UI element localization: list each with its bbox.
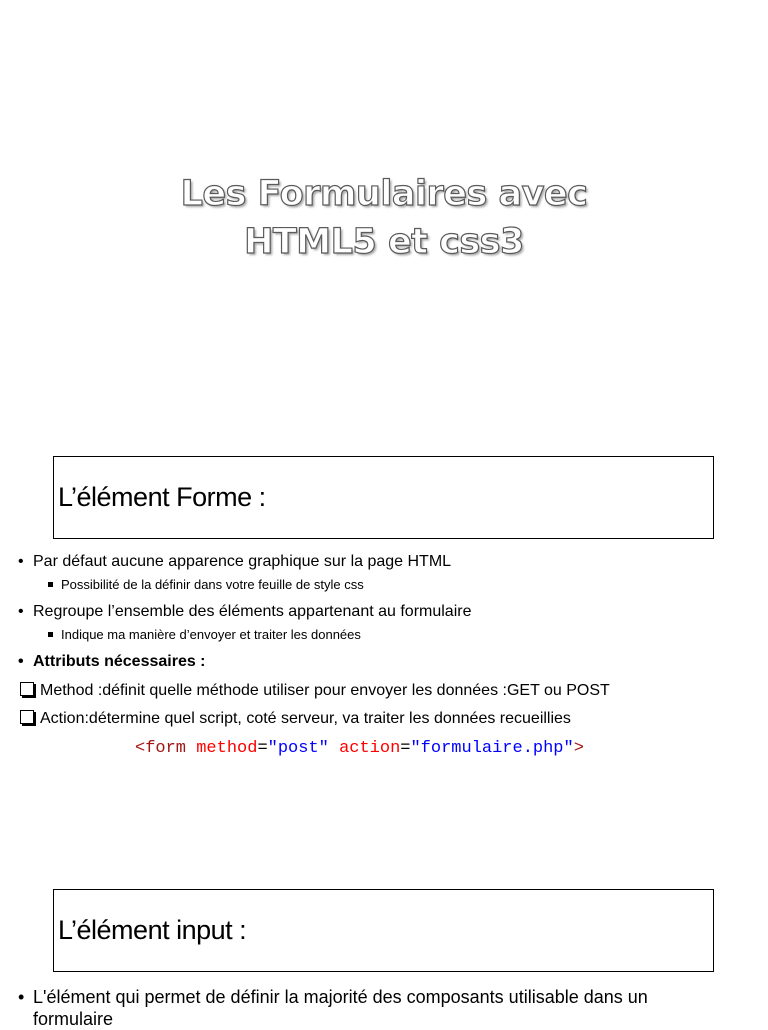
sub-bullet-item	[48, 577, 364, 593]
section-heading-input: L’élément input :	[58, 915, 247, 945]
sub-bullet-text: Possibilité de la définir dans votre feuille de style css	[61, 577, 364, 592]
square-bullet-icon	[48, 632, 53, 637]
code-tag-close: >	[573, 739, 584, 758]
presentation-title	[0, 170, 768, 266]
code-value-post: "post"	[267, 739, 329, 758]
bullet-item	[18, 552, 451, 572]
bullet-text: Regroupe l’ensemble des éléments appartenant au formulaire	[33, 603, 472, 620]
code-equals: =	[400, 739, 411, 758]
code-value-action: "formulaire.php"	[410, 739, 574, 758]
section-heading-form: L’élément Forme :	[58, 482, 266, 512]
checkbox-item-action	[20, 709, 571, 729]
code-snippet	[135, 738, 584, 760]
checkbox-outline-icon	[20, 682, 34, 696]
bullet-text-line-1: L'élément qui permet de définir la majorité des composants utilisable dans un	[33, 987, 648, 1007]
square-bullet-icon	[48, 582, 53, 587]
bullet-icon: •	[18, 603, 24, 620]
sub-bullet-item	[48, 627, 361, 643]
code-tag-open: <form	[135, 739, 187, 758]
attributes-heading: Attributs nécessaires :	[33, 653, 206, 670]
sub-bullet-text: Indique ma manière d’envoyer et traiter les données	[61, 627, 361, 642]
bullet-text: Par défaut aucune apparence graphique sur la page HTML	[33, 553, 452, 570]
bullet-text-line-2: formulaire	[33, 1009, 114, 1029]
checkbox-item-text: Method :définit quelle méthode utiliser pour envoyer les données :GET ou POST	[40, 682, 610, 699]
title-line-1: Les Formulaires avec	[180, 174, 588, 214]
bullet-icon: •	[18, 653, 24, 670]
bullet-icon: •	[18, 987, 25, 1007]
title-line-2: HTML5 et css3	[244, 222, 524, 262]
checkbox-outline-icon	[20, 710, 34, 724]
checkbox-item-text: Action:détermine quel script, coté serveur, va traiter les données recueillies	[40, 710, 571, 727]
code-attribute-action: action	[339, 739, 401, 758]
checkbox-item-method	[20, 681, 610, 701]
section-heading-box-input	[53, 889, 714, 972]
bullet-item-attributes	[18, 652, 206, 672]
code-attribute-method: method	[196, 739, 258, 758]
code-equals: =	[257, 739, 268, 758]
bullet-item	[18, 602, 471, 622]
bullet-item-input	[18, 986, 758, 1030]
bullet-icon: •	[18, 553, 24, 570]
section-heading-box-form	[53, 456, 714, 539]
